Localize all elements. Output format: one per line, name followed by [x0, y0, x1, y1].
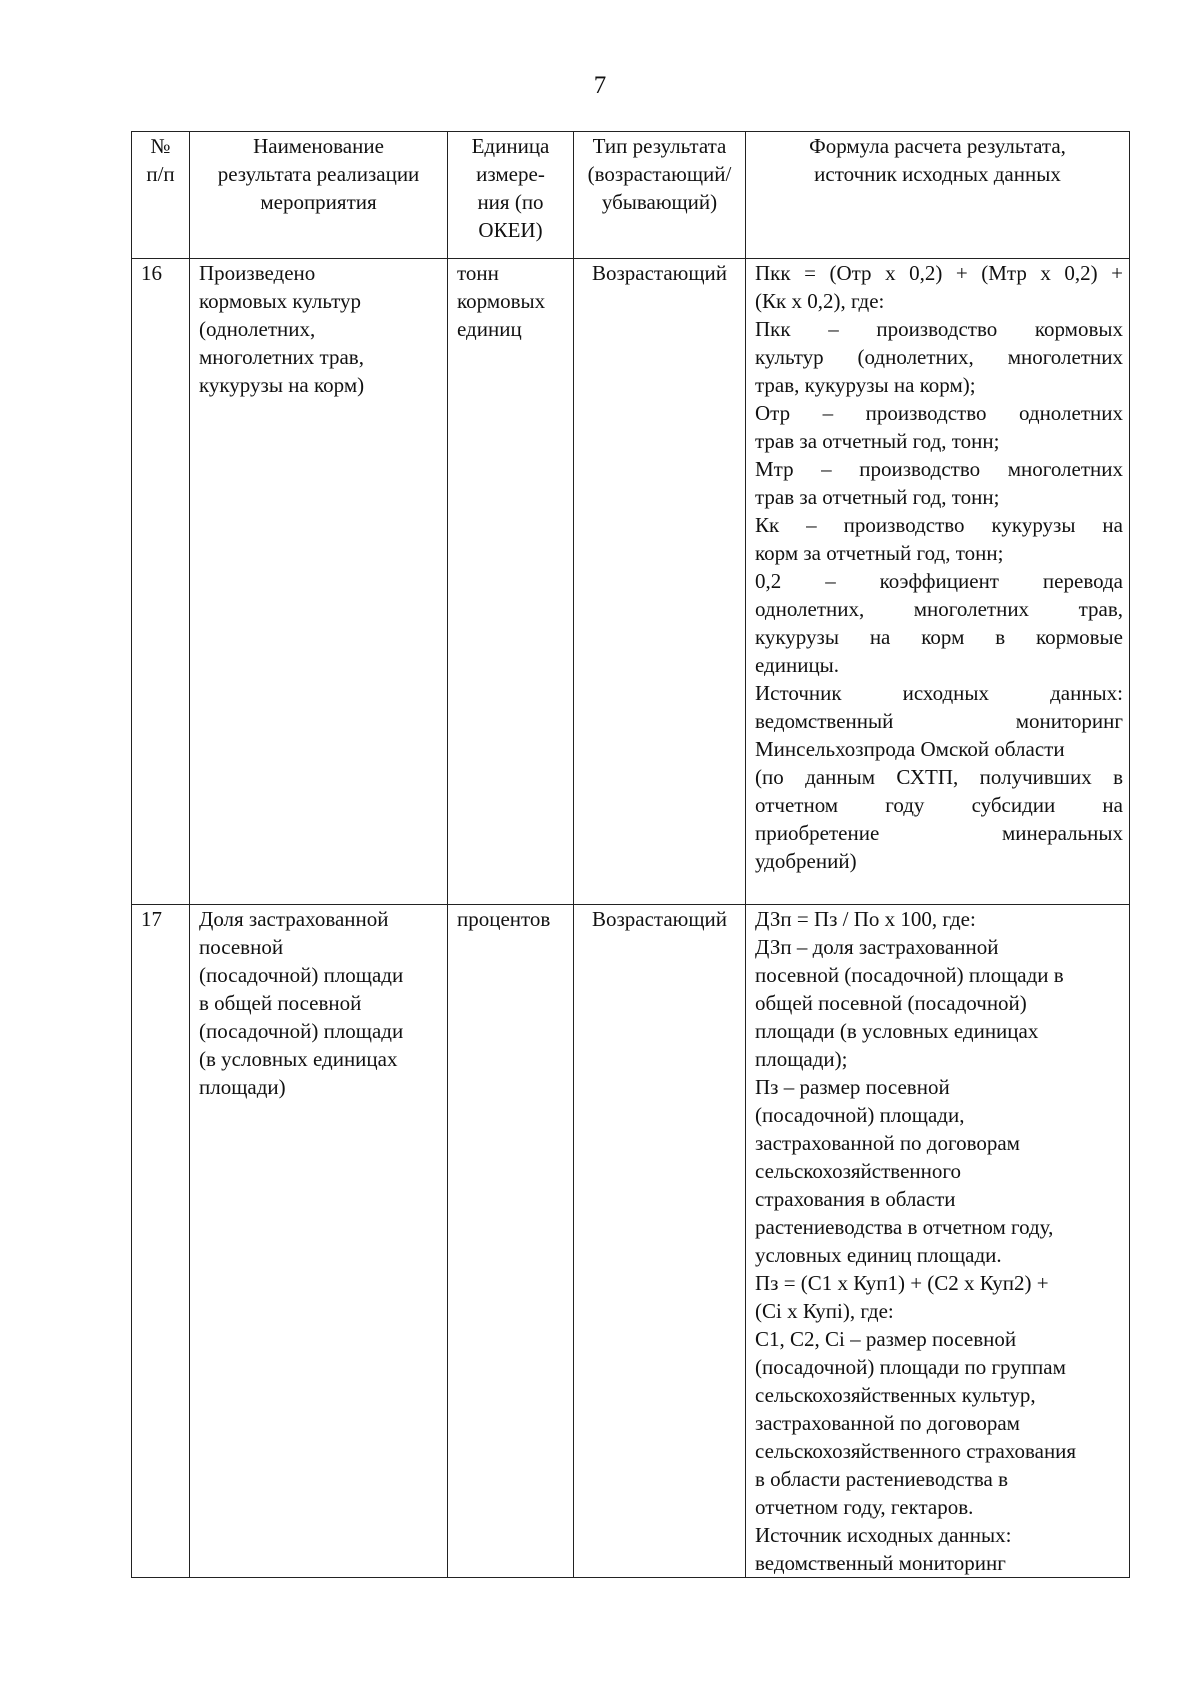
formula-line: Минсельхозпрода Омской области — [755, 737, 1065, 761]
formula-line: застрахованной по договорам — [755, 1131, 1020, 1155]
formula-line: ДЗп – доля застрахованной — [755, 935, 999, 959]
unit-line: кормовых — [457, 289, 546, 313]
formula-line: растениеводства в отчетном году, — [755, 1215, 1054, 1239]
formula-line: однолетних, многолетних трав, — [755, 597, 1123, 621]
formula-line: Пз – размер посевной — [755, 1075, 950, 1099]
header-type — [574, 132, 746, 259]
formula-line: единицы. — [755, 653, 840, 677]
results-table — [131, 131, 1130, 1578]
formula-line: Мтр – производство многолетних — [755, 457, 1123, 481]
unit-cell — [448, 905, 574, 1578]
formula-line: ведомственный мониторинг — [755, 1551, 1006, 1575]
result-name-line: посевной — [199, 935, 284, 959]
header-num-line: № — [150, 134, 171, 158]
header-formula-line: Формула расчета результата, — [809, 134, 1066, 158]
formula-line: страхования в области — [755, 1187, 956, 1211]
formula-line: культур (однолетних, многолетних — [755, 345, 1123, 369]
table-row — [132, 905, 1130, 1578]
unit-cell — [448, 259, 574, 905]
result-name-line: (в условных единицах — [199, 1047, 398, 1071]
result-name-line: Доля застрахованной — [199, 907, 389, 931]
result-type-cell: Возрастающий — [574, 905, 746, 1578]
result-name-line: (посадочной) площади — [199, 1019, 404, 1043]
formula-line: сельскохозяйственного — [755, 1159, 961, 1183]
formula-line: корм за отчетный год, тонн; — [755, 541, 1004, 565]
result-type-cell: Возрастающий — [574, 259, 746, 905]
formula-cell — [746, 905, 1130, 1578]
result-name-line: (посадочной) площади — [199, 963, 404, 987]
unit-line: процентов — [457, 907, 551, 931]
header-formula — [746, 132, 1130, 259]
formula-line: Пкк – производство кормовых — [755, 317, 1123, 341]
formula-line: (посадочной) площади, — [755, 1103, 965, 1127]
formula-line: ведомственный мониторинг — [755, 709, 1123, 733]
formula-line: кукурузы на корм в кормовые — [755, 625, 1123, 649]
formula-line: (по данным СХТП, получивших в — [755, 765, 1123, 789]
formula-line: общей посевной (посадочной) — [755, 991, 1027, 1015]
formula-line: 0,2 – коэффициент перевода — [755, 569, 1123, 593]
result-name-cell — [190, 259, 448, 905]
result-name-cell — [190, 905, 448, 1578]
page-number: 7 — [593, 72, 607, 99]
header-formula-line: источник исходных данных — [814, 162, 1061, 186]
formula-line: Источник исходных данных: — [755, 681, 1123, 705]
formula-line: Пз = (С1 х Куп1) + (С2 х Куп2) + — [755, 1271, 1049, 1295]
formula-line: площади (в условных единицах — [755, 1019, 1039, 1043]
formula-line: (Сi х Купi), где: — [755, 1299, 894, 1323]
formula-line: С1, С2, Сi – размер посевной — [755, 1327, 1017, 1351]
formula-line: Отр – производство однолетних — [755, 401, 1123, 425]
row-number: 17 — [132, 905, 190, 1578]
result-name-line: в общей посевной — [199, 991, 362, 1015]
formula-line: трав, кукурузы на корм); — [755, 373, 976, 397]
formula-line: в области растениеводства в — [755, 1467, 1009, 1491]
formula-line: (посадочной) площади по группам — [755, 1355, 1066, 1379]
result-name-line: кукурузы на корм) — [199, 373, 365, 397]
unit-line: единиц — [457, 317, 522, 341]
formula-line: отчетном году субсидии на — [755, 793, 1123, 817]
header-name — [190, 132, 448, 259]
result-name-line: кормовых культур — [199, 289, 362, 313]
table-row — [132, 259, 1130, 905]
formula-line: площади); — [755, 1047, 848, 1071]
unit-line: тонн — [457, 261, 499, 285]
header-type-line: Тип результата — [592, 134, 727, 158]
formula-line: трав за отчетный год, тонн; — [755, 429, 1000, 453]
formula-line: ДЗп = Пз / По х 100, где: — [755, 907, 976, 931]
table-header-row — [132, 132, 1130, 259]
header-name-line: результата реализации — [217, 162, 420, 186]
formula-line: условных единиц площади. — [755, 1243, 1002, 1267]
header-unit-line: Единица — [471, 134, 550, 158]
formula-cell — [746, 259, 1130, 905]
formula-line: приобретение минеральных — [755, 821, 1123, 845]
formula-line: Пкк = (Отр х 0,2) + (Мтр х 0,2) + — [755, 261, 1123, 285]
header-num-line: п/п — [146, 162, 175, 186]
header-name-line: Наименование — [253, 134, 384, 158]
header-unit-line: измере- — [476, 162, 545, 186]
header-type-line: (возрастающий/ — [587, 162, 732, 186]
result-name-line: (однолетних, — [199, 317, 316, 341]
header-num — [132, 132, 190, 259]
formula-line: удобрений) — [755, 849, 857, 873]
header-unit-line: ния (по — [477, 190, 544, 214]
formula-line: трав за отчетный год, тонн; — [755, 485, 1000, 509]
header-name-line: мероприятия — [260, 190, 377, 214]
formula-line: Кк – производство кукурузы на — [755, 513, 1123, 537]
formula-line: сельскохозяйственного страхования — [755, 1439, 1077, 1463]
formula-line: посевной (посадочной) площади в — [755, 963, 1064, 987]
result-name-line: площади) — [199, 1075, 286, 1099]
header-type-line: убывающий) — [601, 190, 718, 214]
formula-line: (Кк х 0,2), где: — [755, 289, 885, 313]
row-number: 16 — [132, 259, 190, 905]
header-unit-line: ОКЕИ) — [478, 218, 543, 242]
header-unit — [448, 132, 574, 259]
result-name-line: многолетних трав, — [199, 345, 364, 369]
result-name-line: Произведено — [199, 261, 316, 285]
formula-line: застрахованной по договорам — [755, 1411, 1020, 1435]
formula-line: отчетном году, гектаров. — [755, 1495, 974, 1519]
formula-line: сельскохозяйственных культур, — [755, 1383, 1036, 1407]
formula-line: Источник исходных данных: — [755, 1523, 1012, 1547]
